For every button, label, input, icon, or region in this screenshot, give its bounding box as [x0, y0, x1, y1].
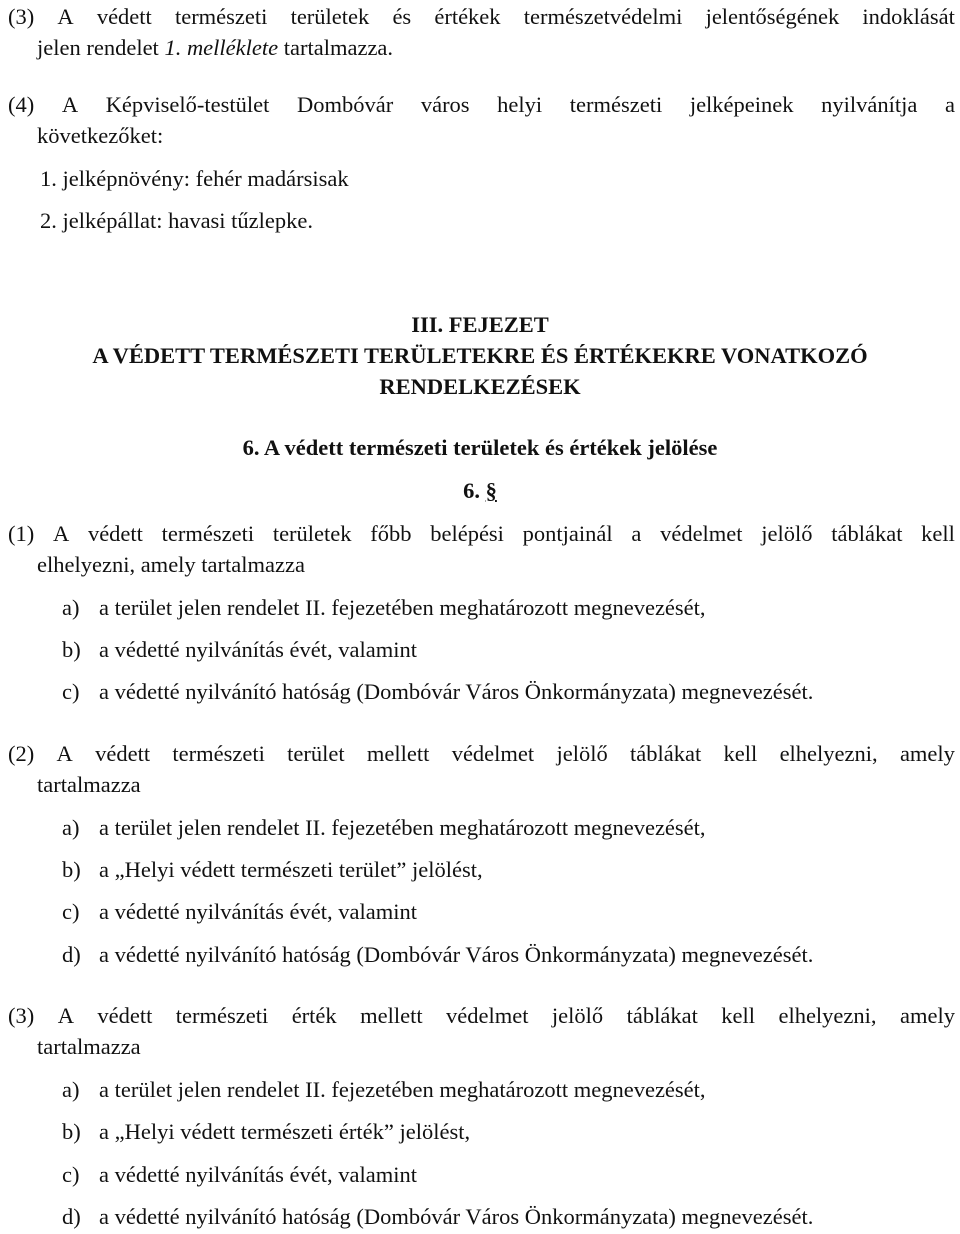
- word: (1): [8, 521, 35, 546]
- word: természeti: [174, 4, 268, 29]
- section-1-line-2: elhelyezni, amely tartalmazza: [37, 552, 305, 577]
- section-2-line-2: tartalmazza: [37, 772, 141, 797]
- word: elhelyezni,: [779, 741, 878, 766]
- word: jelölő: [761, 521, 813, 546]
- section-sign: §: [485, 478, 497, 503]
- word: jelképeinek: [689, 92, 794, 117]
- word: indoklását: [862, 4, 955, 29]
- word: értékek: [434, 4, 501, 29]
- word: kell: [921, 521, 955, 546]
- word: jelölő: [551, 1003, 604, 1028]
- word: területek: [272, 521, 352, 546]
- paragraph-3-line-1: [8, 6, 955, 29]
- paragraph-4-line-2: következőket:: [37, 123, 164, 148]
- word: természeti: [161, 521, 255, 546]
- section-1-line-1: [8, 523, 955, 546]
- chapter-title-line-1: A VÉDETT TERMÉSZETI TERÜLETEKRE ÉS ÉRTÉKEKRE VONATKOZÓ: [92, 343, 868, 368]
- word: helyi: [497, 92, 543, 117]
- word: védelmet: [660, 521, 743, 546]
- chapter-number: III. FEJEZET: [411, 312, 549, 337]
- word: Képviselő-testület: [105, 92, 270, 117]
- word: védelmet: [446, 1003, 529, 1028]
- word: kell: [721, 1003, 756, 1028]
- word: A: [56, 741, 73, 766]
- word: (3): [8, 1003, 35, 1028]
- section-2-line-1: [8, 743, 955, 766]
- word: védett: [96, 4, 152, 29]
- symbol-item-1: 1. jelképnövény: fehér madársisak: [40, 166, 349, 191]
- word: jelölő: [556, 741, 608, 766]
- word: belépési: [430, 521, 504, 546]
- word: természeti: [569, 92, 663, 117]
- word: mellett: [360, 1003, 423, 1028]
- word: természeti: [175, 1003, 269, 1028]
- word: táblákat: [630, 741, 702, 766]
- symbol-item-2: 2. jelképállat: havasi tűzlepke.: [40, 208, 314, 233]
- word: mellett: [366, 741, 430, 766]
- subchapter-title: 6. A védett természeti területek és értékek jelölése: [242, 435, 718, 460]
- word: pontjainál: [522, 521, 613, 546]
- section-3-line-1: [8, 1005, 955, 1028]
- word: város: [420, 92, 470, 117]
- word: A: [57, 1003, 74, 1028]
- word: táblákat: [831, 521, 903, 546]
- word: elhelyezni,: [778, 1003, 877, 1028]
- word: amely: [899, 741, 955, 766]
- word: és: [392, 4, 412, 29]
- chapter-title-line-2: RENDELKEZÉSEK: [379, 374, 581, 399]
- word: természetvédelmi: [523, 4, 683, 29]
- word: nyilvánítja: [821, 92, 918, 117]
- word: terület: [287, 741, 345, 766]
- word: kell: [723, 741, 758, 766]
- word: A: [52, 521, 70, 546]
- word: védett: [97, 1003, 153, 1028]
- word: főbb: [370, 521, 412, 546]
- word: (3): [8, 4, 35, 29]
- word: (2): [8, 741, 35, 766]
- word: amely: [899, 1003, 955, 1028]
- word: a: [944, 92, 955, 117]
- word: védett: [87, 521, 143, 546]
- word: Dombóvár: [297, 92, 394, 117]
- word: jelentőségének: [705, 4, 840, 29]
- annex-reference: 1. melléklete: [164, 35, 279, 60]
- word: természeti: [172, 741, 265, 766]
- word: a: [631, 521, 642, 546]
- word: táblákat: [626, 1003, 698, 1028]
- paragraph-3-line-2: jelen rendelet 1. melléklete tartalmazza.: [37, 35, 394, 60]
- section-heading: 6. §: [463, 478, 497, 503]
- word: védett: [95, 741, 151, 766]
- word: érték: [291, 1003, 337, 1028]
- paragraph-4-line-1: [8, 94, 955, 117]
- word: védelmet: [451, 741, 535, 766]
- word: A: [61, 92, 79, 117]
- word: területek: [290, 4, 370, 29]
- word: A: [57, 4, 74, 29]
- word: (4): [8, 92, 35, 117]
- section-3-line-2: tartalmazza: [37, 1034, 141, 1059]
